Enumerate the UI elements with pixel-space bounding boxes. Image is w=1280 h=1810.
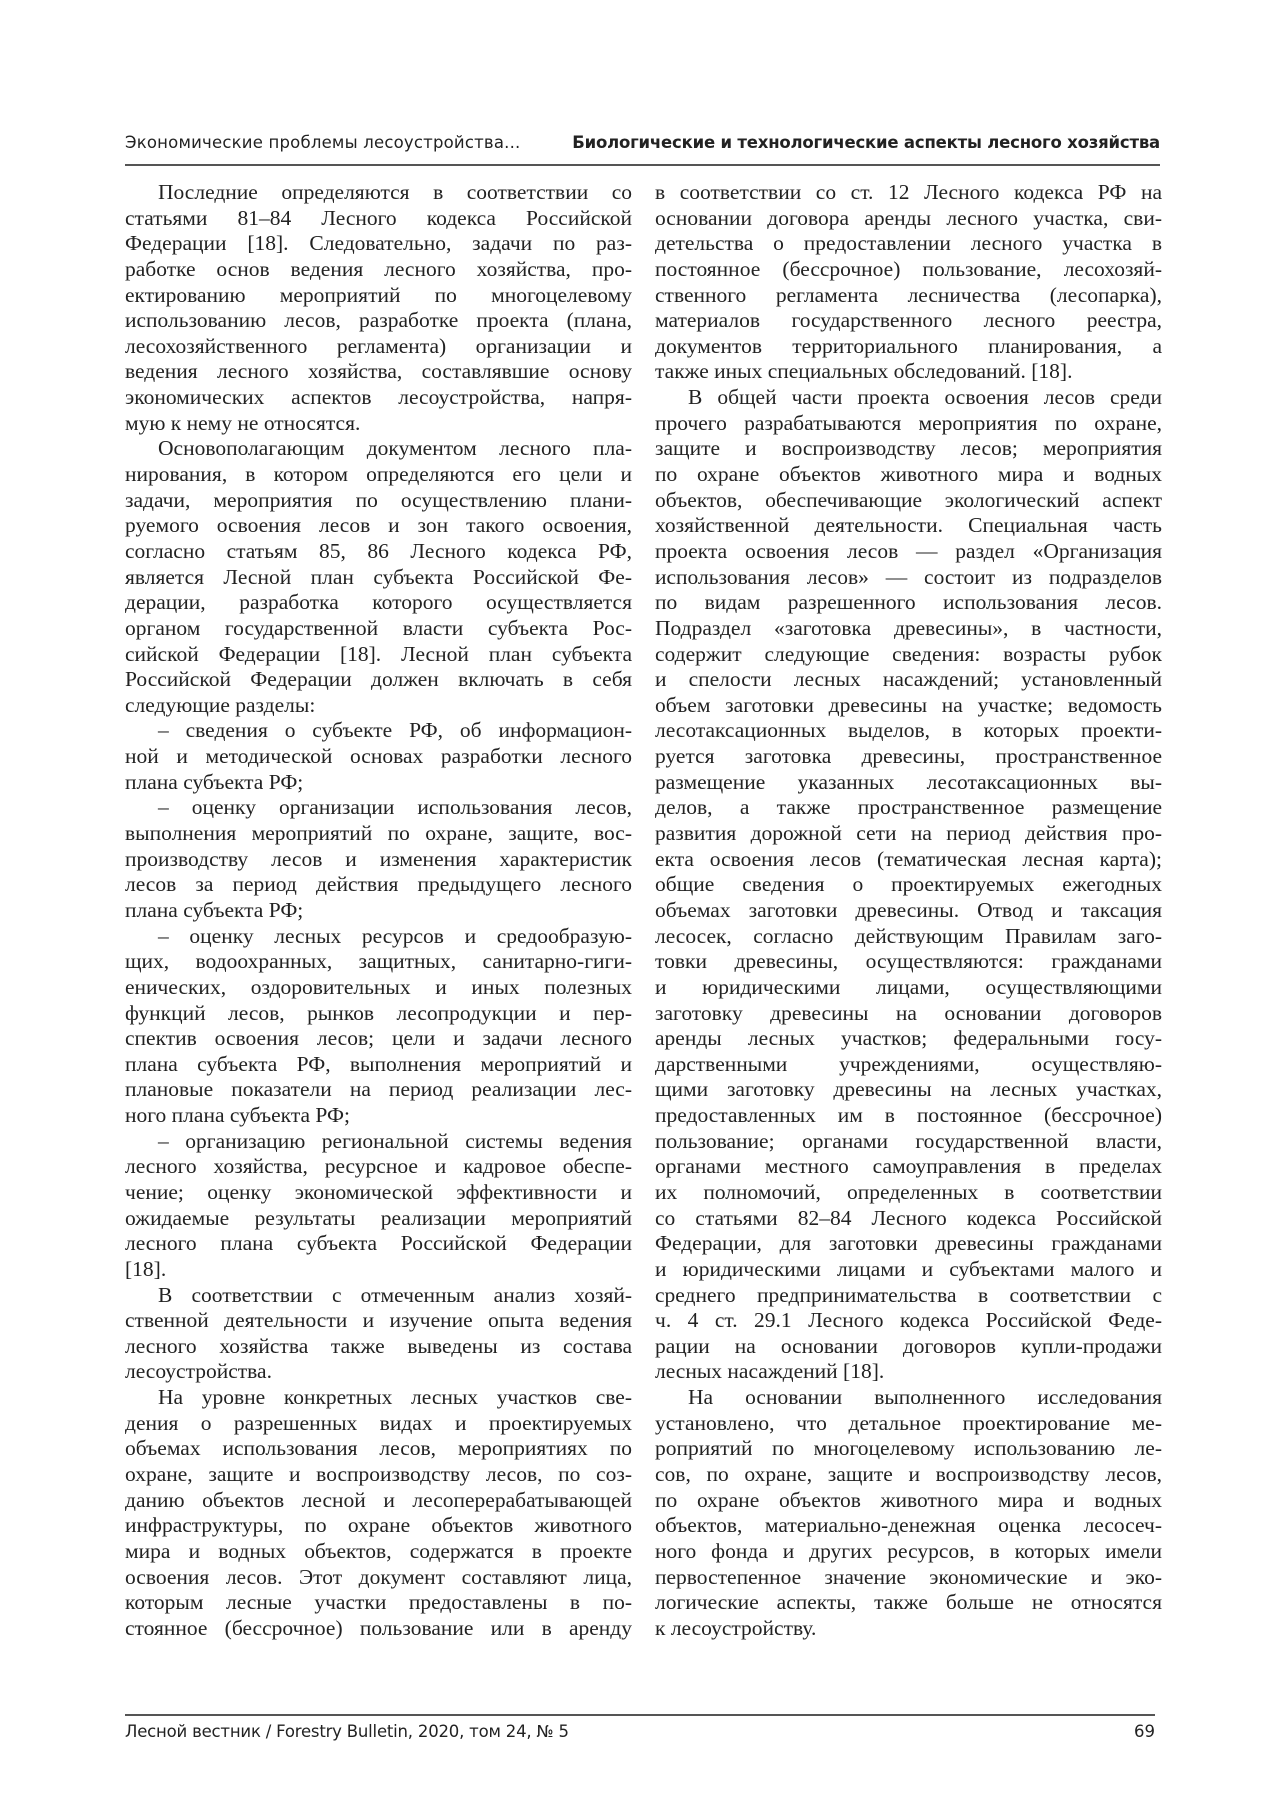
- text-line: щими заготовку древесины на лесных участках,: [655, 1077, 1162, 1102]
- text-line: ч. 4 ст. 29.1 Лесного кодекса Российской Феде-: [655, 1308, 1162, 1333]
- text-line: развития дорожной сети на период действия про-: [655, 821, 1162, 846]
- text-line: к лесоустройству.: [655, 1615, 817, 1640]
- text-line: логические аспекты, также больше не относятся: [655, 1590, 1162, 1615]
- footer-rule: [125, 1714, 1155, 1716]
- text-line: плановые показатели на период реализации лес-: [125, 1077, 632, 1102]
- text-line: согласно статьям 85, 86 Лесного кодекса РФ,: [125, 538, 632, 563]
- text-line: В соответствии с отмеченным анализ хозяй-: [158, 1282, 632, 1307]
- text-line: мира и водных объектов, содержатся в проекте: [125, 1538, 632, 1563]
- text-line: хозяйственной деятельности. Специальная часть: [655, 513, 1162, 538]
- text-line: сийской Федерации [18]. Лесной план субъекта: [125, 641, 632, 666]
- text-line: спектив освоения лесов; цели и задачи лесного: [125, 1026, 632, 1051]
- text-line: по охране объектов животного мира и водных: [655, 462, 1162, 487]
- text-line: со статьями 82–84 Лесного кодекса Российской: [655, 1205, 1162, 1230]
- text-line: органами местного самоуправления в пределах: [655, 1154, 1162, 1179]
- text-line: роприятий по многоцелевому использованию ле-: [655, 1436, 1162, 1461]
- text-line: плана субъекта РФ, выполнения мероприятий и: [125, 1051, 632, 1076]
- text-line: руется заготовка древесины, пространственное: [655, 744, 1162, 769]
- text-line: и спелости лесных насаждений; установленный: [655, 667, 1162, 692]
- journal-citation: Лесной вестник / Forestry Bulletin, 2020, том 24, № 5: [125, 1722, 569, 1741]
- text-line: пользование; органами государственной власти,: [655, 1128, 1162, 1153]
- text-line: следующие разделы:: [125, 692, 316, 717]
- text-line: ектированию мероприятий по многоцелевому: [125, 282, 632, 307]
- text-line: дерации, разработка которого осуществляется: [125, 590, 632, 615]
- text-line: Основополагающим документом лесного пла-: [158, 436, 632, 461]
- text-line: чение; оценку экономической эффективности и: [125, 1179, 632, 1204]
- text-line: работке основ ведения лесного хозяйства, про-: [125, 256, 632, 281]
- text-line: функций лесов, рынков лесопродукции и пер-: [125, 1000, 632, 1025]
- running-header-rubric: Биологические и технологические аспекты лесного хозяйства: [572, 133, 1160, 152]
- text-line: в соответствии со ст. 12 Лесного кодекса РФ на: [655, 180, 1162, 204]
- text-line: постоянное (бессрочное) пользование, лесохозяй-: [655, 256, 1162, 281]
- text-line: данию объектов лесной и лесоперерабатывающей: [125, 1487, 632, 1512]
- text-line: прочего разрабатываются мероприятия по охране,: [655, 410, 1162, 435]
- text-line: В общей части проекта освоения лесов среди: [688, 385, 1162, 410]
- text-line: производству лесов и изменения характеристик: [125, 846, 632, 871]
- text-line: основании договора аренды лесного участка, сви-: [655, 205, 1162, 230]
- text-line: рации на основании договоров купли-продажи: [655, 1333, 1162, 1358]
- text-line: первостепенное значение экономические и эко-: [655, 1564, 1162, 1589]
- text-line: ственного регламента лесничества (лесопарка),: [655, 282, 1162, 307]
- text-line: Российской Федерации должен включать в себя: [125, 667, 632, 692]
- left-column: [125, 180, 632, 1642]
- text-line: лесоустройства.: [125, 1359, 272, 1384]
- text-line: использования лесов» — состоит из подразделов: [655, 564, 1162, 589]
- text-line: На основании выполненного исследования: [688, 1385, 1162, 1410]
- paragraph: [125, 718, 632, 795]
- paragraph: [125, 1385, 632, 1641]
- text-line: их полномочий, определенных в соответствии: [655, 1179, 1162, 1204]
- paragraph: [655, 1385, 1162, 1641]
- text-line: содержит следующие сведения: возрасты рубок: [655, 641, 1162, 666]
- text-line: является Лесной план субъекта Российской Фе-: [125, 564, 632, 589]
- text-line: сов, по охране, защите и воспроизводству лесов,: [655, 1462, 1162, 1487]
- text-line: выполнения мероприятий по охране, защите, вос-: [125, 821, 632, 846]
- text-line: которым лесные участки предоставлены в по-: [125, 1590, 632, 1615]
- text-line: освоения лесов. Этот документ составляют лица,: [125, 1564, 632, 1589]
- running-header: [125, 133, 1160, 157]
- text-line: стоянное (бессрочное) пользование или в аренду: [125, 1615, 632, 1640]
- text-line: товки древесины, осуществляются: гражданами: [655, 949, 1162, 974]
- text-line: Последние определяются в соответствии со: [158, 180, 632, 204]
- paragraph: [125, 795, 632, 923]
- text-line: установлено, что детальное проектирование ме-: [655, 1410, 1162, 1435]
- page-footer: [125, 1722, 1155, 1746]
- page-number: 69: [1134, 1722, 1155, 1741]
- text-line: ственной деятельности и изучение опыта ведения: [125, 1308, 632, 1333]
- text-line: детельства о предоставлении лесного участка в: [655, 231, 1162, 256]
- text-line: объемах использования лесов, мероприятиях по: [125, 1436, 632, 1461]
- text-line: На уровне конкретных лесных участков све-: [158, 1385, 632, 1410]
- text-line: – сведения о субъекте РФ, об информацион-: [158, 718, 632, 743]
- paragraph: [125, 1129, 632, 1283]
- text-line: инфраструктуры, по охране объектов животного: [125, 1513, 632, 1538]
- text-line: дарственными учреждениями, осуществляю-: [655, 1051, 1162, 1076]
- text-line: задачи, мероприятия по осуществлению плани-: [125, 487, 632, 512]
- text-line: защите и воспроизводству лесов; мероприятия: [655, 436, 1162, 461]
- text-line: екта освоения лесов (тематическая лесная карта);: [655, 846, 1162, 871]
- text-line: ожидаемые результаты реализации мероприятий: [125, 1205, 632, 1230]
- text-line: экономических аспектов лесоустройства, напря-: [125, 385, 632, 410]
- text-line: лесотаксационных выделов, в которых проекти-: [655, 718, 1162, 743]
- text-line: – организацию региональной системы ведения: [158, 1128, 632, 1153]
- text-line: Федерации [18]. Следовательно, задачи по раз-: [125, 231, 632, 256]
- text-line: проекта освоения лесов — раздел «Организация: [655, 538, 1162, 563]
- text-line: объектов, материально-денежная оценка лесосеч-: [655, 1513, 1162, 1538]
- paragraph: [125, 436, 632, 718]
- text-line: ведения лесного хозяйства, составлявшие основу: [125, 359, 632, 384]
- text-line: среднего предпринимательства в соответствии с: [655, 1282, 1162, 1307]
- text-line: лесосек, согласно действующим Правилам заго-: [655, 923, 1162, 948]
- text-line: общие сведения о проектируемых ежегодных: [655, 872, 1162, 897]
- text-line: – оценку лесных ресурсов и средообразую-: [158, 923, 632, 948]
- text-line: лесного хозяйства также выведены из состава: [125, 1333, 632, 1358]
- text-line: объемах заготовки древесины. Отвод и таксация: [655, 897, 1162, 922]
- text-line: ного плана субъекта РФ;: [125, 1103, 350, 1128]
- paragraph: [125, 180, 632, 436]
- text-line: плана субъекта РФ;: [125, 897, 304, 922]
- text-line: использованию лесов, разработке проекта (плана,: [125, 308, 632, 333]
- right-column: [655, 180, 1162, 1642]
- text-line: предоставленных им в постоянное (бессрочное): [655, 1103, 1162, 1128]
- text-line: и юридическими лицами, осуществляющими: [655, 974, 1162, 999]
- text-line: объем заготовки древесины на участке; ведомость: [655, 692, 1162, 717]
- text-line: лесов за период действия предыдущего лесного: [125, 872, 632, 897]
- text-line: документов территориального планирования, а: [655, 333, 1162, 358]
- text-line: дения о разрешенных видах и проектируемых: [125, 1410, 632, 1435]
- text-line: размещение указанных лесотаксационных вы-: [655, 769, 1162, 794]
- header-rule: [125, 164, 1160, 166]
- text-line: объектов, обеспечивающие экологический аспект: [655, 487, 1162, 512]
- text-line: охране, защите и воспроизводству лесов, по соз-: [125, 1462, 632, 1487]
- text-line: аренды лесных участков; федеральными госу-: [655, 1026, 1162, 1051]
- text-line: Федерации, для заготовки древесины гражданами: [655, 1231, 1162, 1256]
- text-line: ного фонда и других ресурсов, в которых имели: [655, 1538, 1162, 1563]
- text-line: нирования, в котором определяются его цели и: [125, 462, 632, 487]
- text-line: делов, а также пространственное размещение: [655, 795, 1162, 820]
- text-line: – оценку организации использования лесов,: [158, 795, 632, 820]
- text-line: плана субъекта РФ;: [125, 769, 304, 794]
- text-line: статьями 81–84 Лесного кодекса Российской: [125, 205, 632, 230]
- text-line: и юридическими лицами и субъектами малого и: [655, 1256, 1162, 1281]
- paragraph: [125, 924, 632, 1129]
- text-line: [18].: [125, 1256, 167, 1281]
- text-line: по охране объектов животного мира и водных: [655, 1487, 1162, 1512]
- text-line: материалов государственного лесного реестра,: [655, 308, 1162, 333]
- text-line: лесного хозяйства, ресурсное и кадровое обеспе-: [125, 1154, 632, 1179]
- text-line: также иных специальных обследований. [18].: [655, 359, 1073, 384]
- paragraph: [125, 1283, 632, 1386]
- paragraph: [655, 385, 1162, 1385]
- text-line: руемого освоения лесов и зон такого освоения,: [125, 513, 632, 538]
- text-line: ной и методической основах разработки лесного: [125, 744, 632, 769]
- paragraph: [655, 180, 1162, 385]
- text-line: Подраздел «заготовка древесины», в частности,: [655, 615, 1162, 640]
- text-line: органом государственной власти субъекта Рос-: [125, 615, 632, 640]
- text-line: щих, водоохранных, защитных, санитарно-гиги-: [125, 949, 632, 974]
- text-line: енических, оздоровительных и иных полезных: [125, 974, 632, 999]
- text-line: по видам разрешенного использования лесов.: [655, 590, 1162, 615]
- text-line: лесохозяйственного регламента) организации и: [125, 333, 632, 358]
- text-line: лесного плана субъекта Российской Федерации: [125, 1231, 632, 1256]
- running-header-section: Экономические проблемы лесоустройства...: [125, 133, 521, 152]
- text-line: лесных насаждений [18].: [655, 1359, 885, 1384]
- text-line: заготовку древесины на основании договоров: [655, 1000, 1162, 1025]
- text-line: мую к нему не относятся.: [125, 410, 361, 435]
